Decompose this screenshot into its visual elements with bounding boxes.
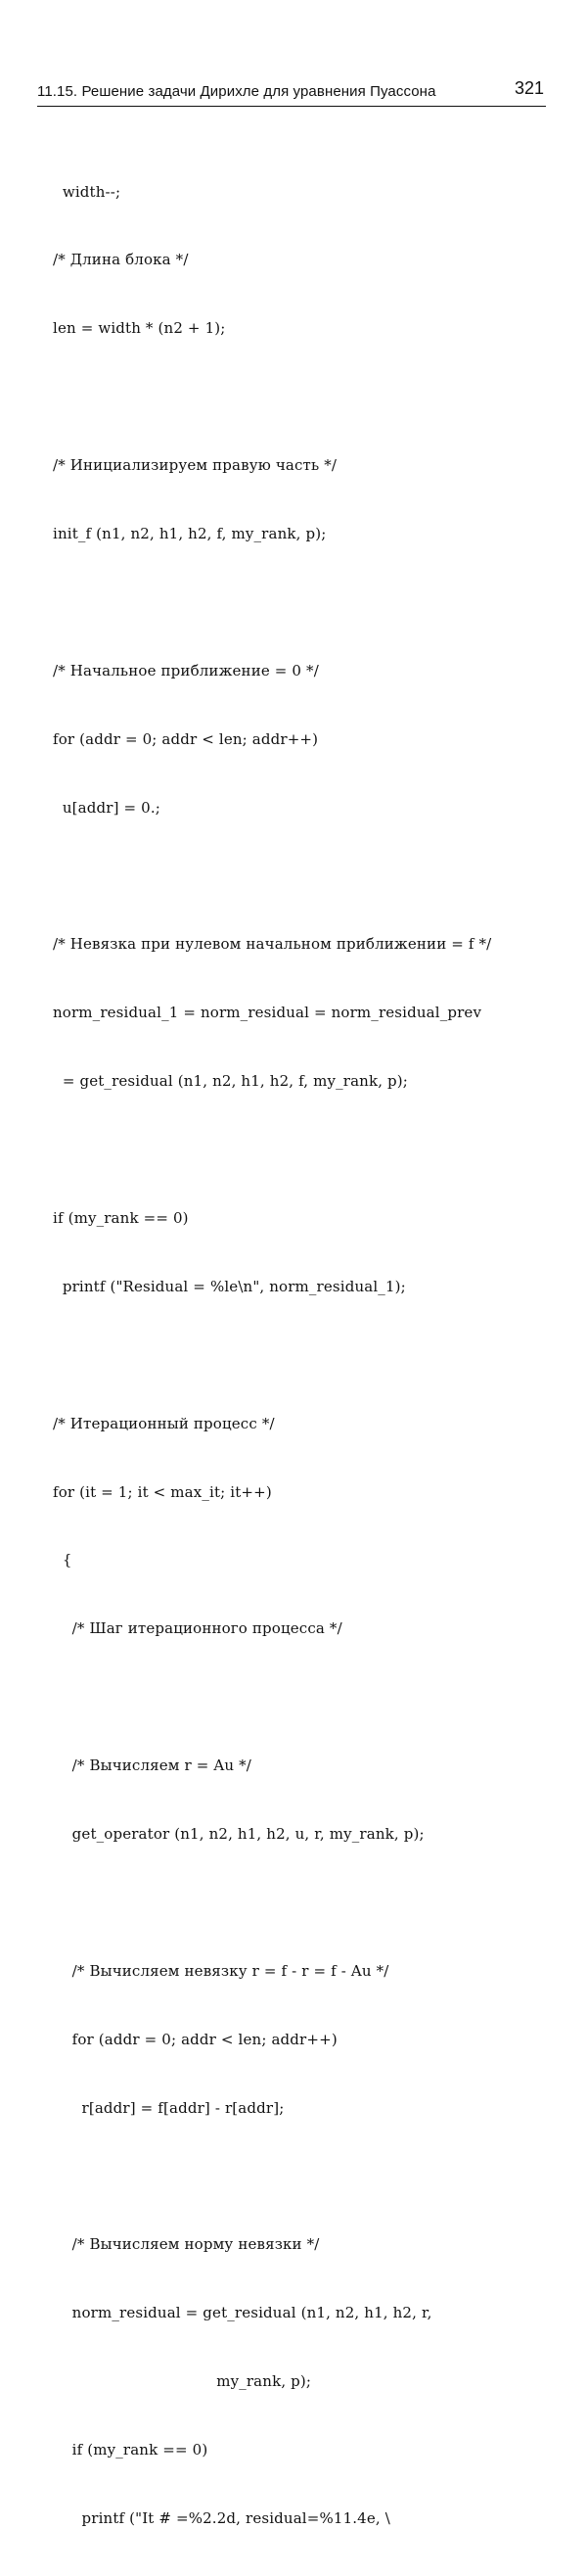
- code-line: = get_residual (n1, n2, h1, h2, f, my_rank, p);: [53, 1072, 409, 1091]
- running-header: [37, 80, 546, 107]
- code-line: init_f (n1, n2, h1, h2, f, my_rank, p);: [53, 525, 327, 543]
- code-line: /* Длина блока */: [53, 251, 189, 269]
- page-number: 321: [514, 78, 544, 98]
- code-line: /* Вычисляем r = Au */: [53, 1756, 251, 1775]
- code-line: my_rank, p);: [53, 2372, 312, 2391]
- code-line: [53, 1344, 552, 1367]
- code-line: [53, 2165, 552, 2187]
- code-line: for (addr = 0; addr < len; addr++): [53, 2030, 338, 2048]
- code-line: [53, 1139, 552, 1161]
- code-line: /* Инициализируем правую часть */: [53, 456, 338, 475]
- code-line: /* Невязка при нулевом начальном приближении = f */: [53, 935, 492, 954]
- code-line: len = width * (n2 + 1);: [53, 319, 226, 338]
- code-line: [53, 866, 552, 888]
- code-line: /* Вычисляем норму невязки */: [53, 2235, 320, 2254]
- code-line: for (it = 1; it < max_it; it++): [53, 1482, 272, 1501]
- code-line: for (addr = 0; addr < len; addr++): [53, 729, 319, 748]
- code-line: r[addr] = f[addr] - r[addr];: [53, 2098, 285, 2117]
- code-listing: [53, 135, 552, 2576]
- code-line: if (my_rank == 0): [53, 2440, 208, 2459]
- code-line: u[addr] = 0.;: [53, 798, 160, 817]
- code-line: printf ("Residual = %le\n", norm_residual_1);: [53, 1277, 406, 1295]
- code-line: [53, 591, 552, 614]
- code-line: norm_residual = get_residual (n1, n2, h1, h2, r,: [53, 2304, 432, 2322]
- code-line: [53, 1686, 552, 1709]
- code-line: width--;: [53, 182, 121, 201]
- code-line: /* Шаг итерационного процесса */: [53, 1619, 342, 1638]
- section-title: 11.15. Решение задачи Дирихле для уравнения Пуассона: [37, 83, 436, 100]
- code-line: /* Вычисляем невязку r = f - r = f - Au */: [53, 1961, 389, 1980]
- code-line: get_operator (n1, n2, h1, h2, u, r, my_rank, p);: [53, 1824, 425, 1843]
- code-line: if (my_rank == 0): [53, 1208, 189, 1227]
- code-line: /* Начальное приближение = 0 */: [53, 661, 319, 679]
- code-line: /* Итерационный процесс */: [53, 1414, 275, 1432]
- code-line: norm_residual_1 = norm_residual = norm_residual_prev: [53, 1004, 482, 1022]
- code-line: [53, 1892, 552, 1914]
- code-line: [53, 386, 552, 408]
- code-line: {: [53, 1551, 72, 1569]
- code-line: printf ("It # =%2.2d, residual=%11.4e, \: [53, 2508, 390, 2527]
